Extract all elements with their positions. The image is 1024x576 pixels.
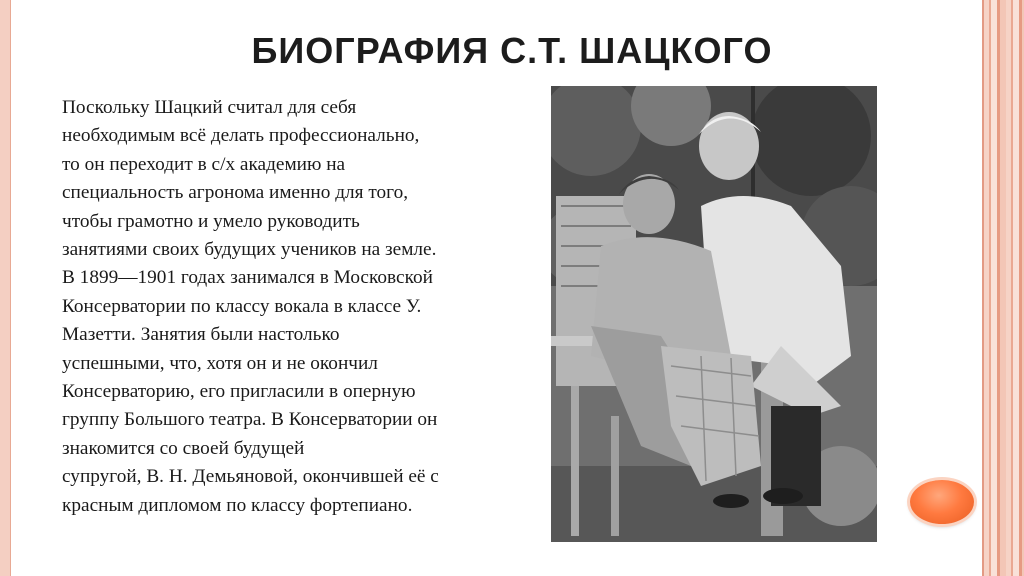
text-line: успешными, что, хотя он и не окончил	[62, 352, 378, 374]
text-line: Мазетти. Занятия были настолько	[62, 324, 340, 346]
biography-text	[62, 94, 532, 520]
text-line: занятиями своих будущих учеников на земле.	[62, 239, 437, 261]
left-frame-stripe	[0, 0, 10, 576]
right-frame-stripes	[984, 0, 1024, 576]
slide-title: БИОГРАФИЯ С.Т. ШАЦКОГО	[251, 30, 773, 71]
text-line: Поскольку Шацкий считал для себя	[62, 97, 357, 118]
text-line: В 1899—1901 годах занимался в Московской	[62, 267, 433, 289]
text-line: Консерваторию, его пригласили в оперную	[62, 381, 416, 403]
text-line: знакомится со своей будущей	[62, 437, 305, 459]
text-line: Консерватории по классу вокала в классе У.	[62, 295, 422, 317]
text-line: то он переходит в с/х академию на	[62, 153, 346, 175]
text-line: необходимым всё делать профессионально,	[62, 125, 420, 147]
text-line: супругой, В. Н. Демьяновой, окончившей её с	[62, 466, 439, 488]
text-line: чтобы грамотно и умело руководить	[62, 210, 360, 232]
text-line: красным дипломом по классу фортепиано.	[62, 494, 413, 516]
text-line: группу Большого театра. В Консерватории он	[62, 409, 438, 431]
orange-oval-button[interactable]	[910, 480, 974, 524]
text-line: специальность агронома именно для того,	[62, 182, 409, 204]
shatsky-couple-photo	[551, 86, 877, 542]
